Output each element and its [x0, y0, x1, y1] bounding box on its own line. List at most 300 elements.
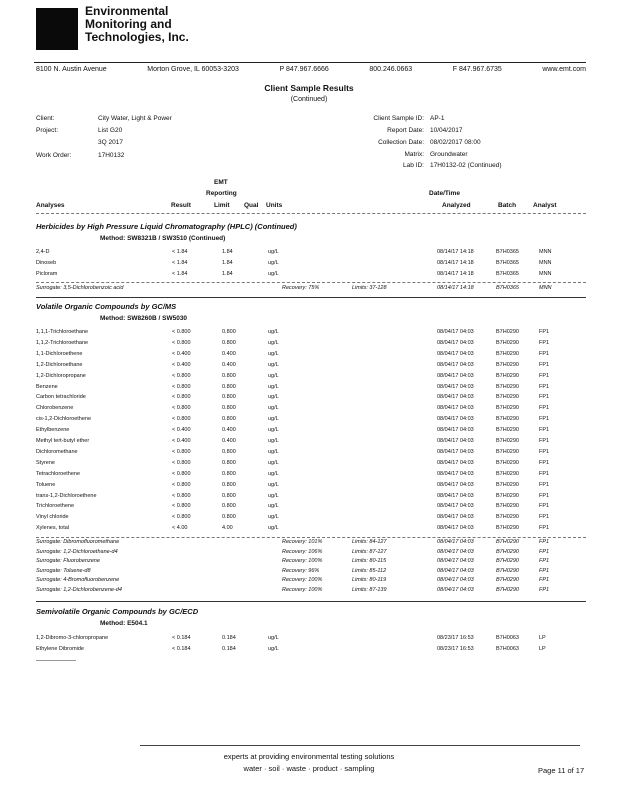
section-method: Method: SW8321B / SW3510 (Continued)	[100, 235, 226, 242]
analyte-name: 1,2-Dibromo-3-chloropropane	[36, 635, 109, 641]
analyte-units: ug/L	[268, 525, 279, 532]
analyte-units: ug/L	[268, 448, 279, 455]
analyte-limit: 1.84	[222, 249, 233, 255]
table-row	[36, 384, 588, 394]
analyte-limit: 0.800	[222, 514, 236, 521]
analyte-units: ug/L	[268, 492, 279, 499]
analyte-name: 2,4-D	[36, 249, 50, 255]
report-subtitle: (Continued)	[290, 96, 328, 103]
table-row	[36, 482, 588, 492]
project-value-1: List G20	[98, 127, 123, 134]
surrogate-date: 08/04/17 04:03	[437, 587, 474, 593]
analyte-result: < 1.84	[172, 271, 188, 277]
analyte-analyst: FP1	[539, 448, 550, 455]
analyte-result: < 4.00	[172, 525, 188, 532]
table-row	[36, 449, 588, 459]
table-row	[36, 471, 588, 481]
analyte-result: < 1.84	[172, 249, 188, 255]
table-row	[36, 427, 588, 437]
analyte-name: Picloram	[36, 271, 58, 277]
analyte-analyst: FP1	[539, 405, 550, 412]
analyte-batch: B7H0290	[496, 492, 519, 499]
analyte-result: < 0.800	[172, 492, 191, 499]
labid-value: 17H0132-02 (Continued)	[430, 162, 502, 169]
analyte-date: 08/04/17 04:03	[437, 470, 474, 477]
analyte-batch: B7H0290	[496, 405, 519, 412]
table-row	[36, 646, 588, 656]
analyte-batch: B7H0290	[496, 481, 519, 488]
analyte-result: < 0.800	[172, 383, 191, 390]
analyte-analyst: FP1	[539, 416, 550, 423]
analyte-name: Xylenes, total	[36, 525, 70, 532]
header-reporting: Reporting	[206, 190, 237, 197]
analyte-date: 08/04/17 04:03	[437, 438, 474, 444]
collection-date-label: Collection Date:	[378, 139, 424, 146]
surrogate-row	[36, 587, 588, 597]
analyte-date: 08/04/17 04:03	[437, 448, 474, 455]
surrogate-limits: Limits: 85-112	[352, 567, 387, 574]
analyte-batch: B7H0290	[496, 416, 519, 423]
analyte-analyst: FP1	[539, 514, 550, 521]
analyte-date: 08/04/17 04:03	[437, 394, 474, 401]
analyte-analyst: MNN	[539, 260, 552, 266]
analyte-units: ug/L	[268, 271, 279, 277]
analyte-result: < 0.800	[172, 416, 191, 423]
surrogate-batch: B7H0290	[496, 539, 519, 545]
table-row	[36, 525, 588, 535]
table-row	[36, 351, 588, 361]
analyte-result: < 0.800	[172, 372, 191, 379]
client-label: Client:	[36, 115, 55, 122]
analyte-result: < 1.84	[172, 260, 188, 266]
analyte-limit: 0.800	[222, 503, 236, 510]
surrogate-date: 08/04/17 04:03	[437, 558, 474, 565]
analyte-units: ug/L	[268, 249, 279, 255]
surrogate-limits: Limits: 37-128	[352, 285, 387, 291]
analyte-limit: 0.400	[222, 361, 236, 368]
footer-rule	[140, 745, 580, 746]
surrogate-recovery: Recovery: 96%	[282, 567, 320, 574]
analyte-date: 08/04/17 04:03	[437, 350, 474, 357]
analyte-batch: B7H0290	[496, 514, 519, 521]
analyte-name: 1,2-Dichloropropane	[36, 372, 86, 379]
analyte-analyst: FP1	[539, 438, 550, 444]
labid-label: Lab ID:	[403, 162, 424, 169]
analyte-name: Methyl tert-butyl ether	[36, 438, 90, 444]
analyte-batch: B7H0290	[496, 361, 519, 368]
header-units: Units	[266, 202, 283, 209]
analyte-name: Ethylene Dibromide	[36, 646, 84, 652]
table-row	[36, 394, 588, 404]
analyte-analyst: LP	[539, 635, 546, 641]
analyte-batch: B7H0290	[496, 350, 519, 357]
analyte-limit: 0.800	[222, 405, 236, 412]
analyte-units: ug/L	[268, 339, 279, 346]
analyte-batch: B7H0290	[496, 427, 519, 434]
surrogate-recovery: Recovery: 101%	[282, 539, 323, 545]
surrogate-limits: Limits: 84-127	[352, 539, 387, 545]
analyte-date: 08/04/17 04:03	[437, 329, 474, 335]
surrogate-analyst: MNN	[539, 285, 552, 291]
surrogate-row	[36, 549, 588, 559]
analyte-batch: B7H0290	[496, 503, 519, 510]
surrogate-name: Surrogate: 1,2-Dichloroethane-d4	[36, 548, 118, 555]
section-title: Volatile Organic Compounds by GC/MS	[36, 302, 177, 311]
analyte-result: < 0.400	[172, 350, 191, 357]
section-title: Herbicides by High Pressure Liquid Chromatography (HPLC) (Continued)	[36, 222, 297, 231]
surrogate-analyst: FP1	[539, 567, 550, 574]
analyte-analyst: FP1	[539, 503, 550, 510]
analyte-units: ug/L	[268, 383, 279, 390]
table-row	[36, 460, 588, 470]
header-analyzed: Analyzed	[442, 202, 471, 209]
analyte-limit: 0.800	[222, 383, 236, 390]
company-name	[85, 5, 189, 44]
analyte-units: ug/L	[268, 350, 279, 357]
surrogate-batch: B7H0290	[496, 587, 519, 593]
analyte-name: Benzene	[36, 383, 58, 390]
table-row	[36, 329, 588, 339]
analyte-limit: 0.800	[222, 481, 236, 488]
analyte-name: Styrene	[36, 459, 55, 466]
analyte-analyst: FP1	[539, 329, 550, 335]
surrogate-date: 08/14/17 14:18	[437, 285, 474, 291]
analyte-result: < 0.800	[172, 503, 191, 510]
surrogate-name: Surrogate: Dibromofluoromethane	[36, 539, 120, 545]
analyte-date: 08/04/17 04:03	[437, 525, 474, 532]
analyte-name: Carbon tetrachloride	[36, 394, 86, 401]
analyte-limit: 0.800	[222, 448, 236, 455]
analyte-date: 08/04/17 04:03	[437, 514, 474, 521]
analyte-name: Dichloromethane	[36, 448, 78, 455]
analyte-limit: 4.00	[222, 525, 233, 532]
report-title: Client Sample Results	[264, 83, 354, 93]
table-row	[36, 635, 588, 645]
analyte-limit: 1.84	[222, 271, 233, 277]
analyte-analyst: FP1	[539, 481, 550, 488]
analyte-units: ug/L	[268, 470, 279, 477]
analyte-limit: 0.800	[222, 394, 236, 401]
workorder-value: 17H0132	[98, 152, 125, 159]
surrogate-date: 08/04/17 04:03	[437, 539, 474, 545]
surrogate-recovery: Recovery: 75%	[282, 285, 320, 291]
analyte-limit: 0.800	[222, 492, 236, 499]
surrogate-analyst: FP1	[539, 577, 550, 584]
surrogate-limits: Limits: 87-127	[352, 548, 387, 555]
analyte-analyst: FP1	[539, 459, 550, 466]
analyte-analyst: MNN	[539, 271, 552, 277]
header-emt: EMT	[214, 179, 228, 186]
header-datetime: Date/Time	[429, 190, 460, 197]
analyte-result: < 0.800	[172, 514, 191, 521]
surrogate-recovery: Recovery: 100%	[282, 577, 323, 584]
analyte-batch: B7H0290	[496, 394, 519, 401]
analyte-batch: B7H0290	[496, 448, 519, 455]
surrogate-batch: B7H0290	[496, 577, 519, 584]
analyte-date: 08/14/17 14:18	[437, 249, 474, 255]
surrogate-divider	[36, 537, 586, 538]
surrogate-row	[36, 539, 588, 549]
analyte-result: < 0.400	[172, 427, 191, 434]
analyte-name: 1,1,1-Trichloroethane	[36, 329, 89, 335]
surrogate-analyst: FP1	[539, 548, 550, 555]
analyte-result: < 0.800	[172, 448, 191, 455]
analyte-analyst: FP1	[539, 427, 550, 434]
section-divider	[36, 297, 586, 298]
address-fax: F 847.967.6735	[452, 66, 502, 73]
analyte-analyst: FP1	[539, 350, 550, 357]
analyte-name: cis-1,2-Dichloroethene	[36, 416, 92, 423]
analyte-limit: 0.400	[222, 427, 236, 434]
table-row	[36, 271, 588, 281]
header-result: Result	[171, 202, 191, 209]
surrogate-name: Surrogate: Fluorobenzene	[36, 558, 100, 565]
project-label: Project:	[36, 127, 59, 134]
analyte-name: Dinoseb	[36, 260, 57, 266]
surrogate-row	[36, 577, 588, 587]
company-name-line1: Environmental	[85, 4, 169, 18]
address-web: www.emt.com	[542, 66, 586, 73]
analyte-batch: B7H0290	[496, 372, 519, 379]
surrogate-name: Surrogate: 1,2-Dichlorobenzene-d4	[36, 587, 122, 593]
analyte-name: Ethylbenzene	[36, 427, 70, 434]
analyte-units: ug/L	[268, 481, 279, 488]
surrogate-date: 08/04/17 04:03	[437, 567, 474, 574]
header-limit: Limit	[214, 202, 230, 209]
surrogate-analyst: FP1	[539, 558, 550, 565]
surrogate-date: 08/04/17 04:03	[437, 548, 474, 555]
analyte-units: ug/L	[268, 646, 279, 652]
analyte-limit: 0.800	[222, 339, 236, 346]
client-value: City Water, Light & Power	[98, 115, 172, 122]
analyte-batch: B7H0290	[496, 339, 519, 346]
analyte-date: 08/23/17 16:53	[437, 635, 474, 641]
table-row	[36, 416, 588, 426]
analyte-analyst: FP1	[539, 372, 550, 379]
report-date-value: 10/04/2017	[430, 127, 463, 134]
header-analyses: Analyses	[36, 202, 65, 209]
analyte-batch: B7H0290	[496, 329, 519, 335]
surrogate-analyst: FP1	[539, 587, 550, 593]
analyte-date: 08/04/17 04:03	[437, 459, 474, 466]
analyte-units: ug/L	[268, 438, 279, 444]
analyte-date: 08/04/17 04:03	[437, 405, 474, 412]
report-date-label: Report Date:	[387, 127, 424, 134]
analyte-analyst: MNN	[539, 249, 552, 255]
surrogate-limits: Limits: 80-115	[352, 558, 387, 565]
analyte-analyst: FP1	[539, 361, 550, 368]
analyte-units: ug/L	[268, 405, 279, 412]
analyte-units: ug/L	[268, 416, 279, 423]
table-row	[36, 340, 588, 350]
company-logo	[36, 8, 78, 50]
analyte-batch: B7H0290	[496, 383, 519, 390]
analyte-date: 08/04/17 04:03	[437, 481, 474, 488]
table-row	[36, 373, 588, 383]
analyte-batch: B7H0290	[496, 525, 519, 532]
surrogate-limits: Limits: 80-119	[352, 577, 387, 584]
collection-date-value: 08/02/2017 08:00	[430, 139, 481, 146]
footer-tagline: experts at providing environmental testing solutions	[223, 752, 395, 761]
analyte-batch: B7H0365	[496, 271, 519, 277]
table-row	[36, 405, 588, 415]
surrogate-row	[36, 558, 588, 568]
surrogate-date: 08/04/17 04:03	[437, 577, 474, 584]
analyte-date: 08/04/17 04:03	[437, 361, 474, 368]
analyte-limit: 0.800	[222, 372, 236, 379]
analyte-units: ug/L	[268, 394, 279, 401]
analyte-batch: B7H0365	[496, 260, 519, 266]
analyte-limit: 0.800	[222, 459, 236, 466]
analyte-batch: B7H0063	[496, 635, 519, 641]
analyte-name: 1,1-Dichloroethene	[36, 350, 83, 357]
analyte-name: 1,2-Dichloroethane	[36, 361, 83, 368]
analyte-date: 08/04/17 04:03	[437, 372, 474, 379]
analyte-analyst: FP1	[539, 525, 550, 532]
analyte-result: < 0.800	[172, 481, 191, 488]
sample-id-label: Client Sample ID:	[373, 115, 424, 122]
table-row	[36, 249, 588, 259]
analyte-limit: 0.400	[222, 350, 236, 357]
analyte-date: 08/04/17 04:03	[437, 427, 474, 434]
analyte-batch: B7H0290	[496, 470, 519, 477]
surrogate-name: Surrogate: 3,5-Dichlorobenzoic acid	[36, 285, 124, 291]
analyte-batch: B7H0290	[496, 459, 519, 466]
analyte-result: < 0.400	[172, 361, 191, 368]
analyte-name: Tetrachloroethene	[36, 470, 81, 477]
analyte-date: 08/23/17 16:53	[437, 646, 474, 652]
surrogate-divider	[36, 282, 586, 283]
analyte-result: < 0.800	[172, 339, 191, 346]
surrogate-analyst: FP1	[539, 539, 550, 545]
analyte-units: ug/L	[268, 635, 279, 641]
analyte-result: < 0.400	[172, 438, 191, 444]
analyte-batch: B7H0290	[496, 438, 519, 444]
analyte-units: ug/L	[268, 361, 279, 368]
analyte-limit: 0.800	[222, 416, 236, 423]
surrogate-limits: Limits: 87-139	[352, 587, 387, 593]
company-name-line3: Technologies, Inc.	[85, 30, 189, 44]
analyte-name: Chlorobenzene	[36, 405, 74, 412]
surrogate-recovery: Recovery: 106%	[282, 548, 323, 555]
address-street: 8100 N. Austin Avenue	[36, 66, 107, 73]
address-city: Morton Grove, IL 60053-3203	[147, 66, 239, 73]
surrogate-recovery: Recovery: 100%	[282, 558, 323, 565]
analyte-result: < 0.184	[172, 646, 191, 652]
table-row	[36, 493, 588, 503]
header-qual: Qual	[244, 202, 259, 209]
analyte-result: < 0.800	[172, 394, 191, 401]
header-batch: Batch	[498, 202, 517, 209]
table-end-mark	[36, 660, 76, 661]
analyte-date: 08/14/17 14:18	[437, 260, 474, 266]
surrogate-recovery: Recovery: 100%	[282, 587, 323, 593]
address-tollfree: 800.246.0663	[369, 66, 413, 73]
analyte-limit: 1.84	[222, 260, 233, 266]
header-divider	[36, 213, 586, 214]
table-row	[36, 438, 588, 448]
analyte-date: 08/14/17 14:18	[437, 271, 474, 277]
matrix-value: Groundwater	[430, 151, 468, 158]
workorder-label: Work Order:	[36, 152, 72, 159]
section-method: Method: SW8260B / SW5030	[100, 315, 188, 322]
table-row	[36, 260, 588, 270]
analyte-result: < 0.800	[172, 459, 191, 466]
analyte-analyst: FP1	[539, 394, 550, 401]
analyte-units: ug/L	[268, 372, 279, 379]
analyte-name: Trichloroethene	[36, 503, 75, 510]
section-divider	[36, 601, 586, 602]
analyte-analyst: FP1	[539, 470, 550, 477]
analyte-name: trans-1,2-Dichloroethene	[36, 492, 97, 499]
surrogate-batch: B7H0290	[496, 548, 519, 555]
analyte-name: Toluene	[36, 481, 56, 488]
page-number: Page 11 of 17	[538, 766, 585, 775]
analyte-limit: 0.184	[222, 646, 236, 652]
analyte-units: ug/L	[268, 260, 279, 266]
analyte-analyst: FP1	[539, 383, 550, 390]
analyte-limit: 0.184	[222, 635, 236, 641]
analyte-batch: B7H0063	[496, 646, 519, 652]
analyte-batch: B7H0365	[496, 249, 519, 255]
analyte-units: ug/L	[268, 503, 279, 510]
surrogate-name: Surrogate: Toluene-d8	[36, 567, 91, 574]
surrogate-row	[36, 285, 588, 295]
analyte-date: 08/04/17 04:03	[437, 416, 474, 423]
table-row	[36, 362, 588, 372]
section-method: Method: E504.1	[100, 620, 148, 627]
analyte-limit: 0.800	[222, 470, 236, 477]
address-bar	[36, 66, 586, 73]
header-rule	[34, 62, 586, 63]
header-analyst: Analyst	[533, 202, 557, 209]
table-row	[36, 503, 588, 513]
analyte-result: < 0.184	[172, 635, 191, 641]
surrogate-batch: B7H0365	[496, 285, 519, 291]
surrogate-batch: B7H0290	[496, 558, 519, 565]
analyte-analyst: FP1	[539, 339, 550, 346]
analyte-date: 08/04/17 04:03	[437, 503, 474, 510]
analyte-result: < 0.800	[172, 405, 191, 412]
analyte-name: Vinyl chloride	[36, 514, 69, 521]
analyte-units: ug/L	[268, 329, 279, 335]
section-title: Semivolatile Organic Compounds by GC/ECD	[36, 607, 199, 616]
analyte-units: ug/L	[268, 514, 279, 521]
analyte-date: 08/04/17 04:03	[437, 383, 474, 390]
sample-id-value: AP-1	[430, 115, 445, 122]
analyte-limit: 0.800	[222, 329, 236, 335]
surrogate-name: Surrogate: 4-Bromofluorobenzene	[36, 577, 120, 584]
analyte-name: 1,1,2-Trichloroethane	[36, 339, 89, 346]
analyte-result: < 0.800	[172, 329, 191, 335]
analyte-date: 08/04/17 04:03	[437, 492, 474, 499]
analyte-limit: 0.400	[222, 438, 236, 444]
table-row	[36, 514, 588, 524]
analyte-units: ug/L	[268, 459, 279, 466]
company-name-line2: Monitoring and	[85, 17, 172, 31]
address-phone: P 847.967.6666	[279, 66, 329, 73]
analyte-analyst: LP	[539, 646, 546, 652]
analyte-units: ug/L	[268, 427, 279, 434]
analyte-result: < 0.800	[172, 470, 191, 477]
analyte-analyst: FP1	[539, 492, 550, 499]
surrogate-row	[36, 568, 588, 578]
surrogate-batch: B7H0290	[496, 567, 519, 574]
footer-services: water · soil · waste · product · sampling	[243, 764, 375, 773]
analyte-date: 08/04/17 04:03	[437, 339, 474, 346]
project-value-2: 3Q 2017	[98, 139, 123, 146]
matrix-label: Matrix:	[404, 151, 424, 158]
